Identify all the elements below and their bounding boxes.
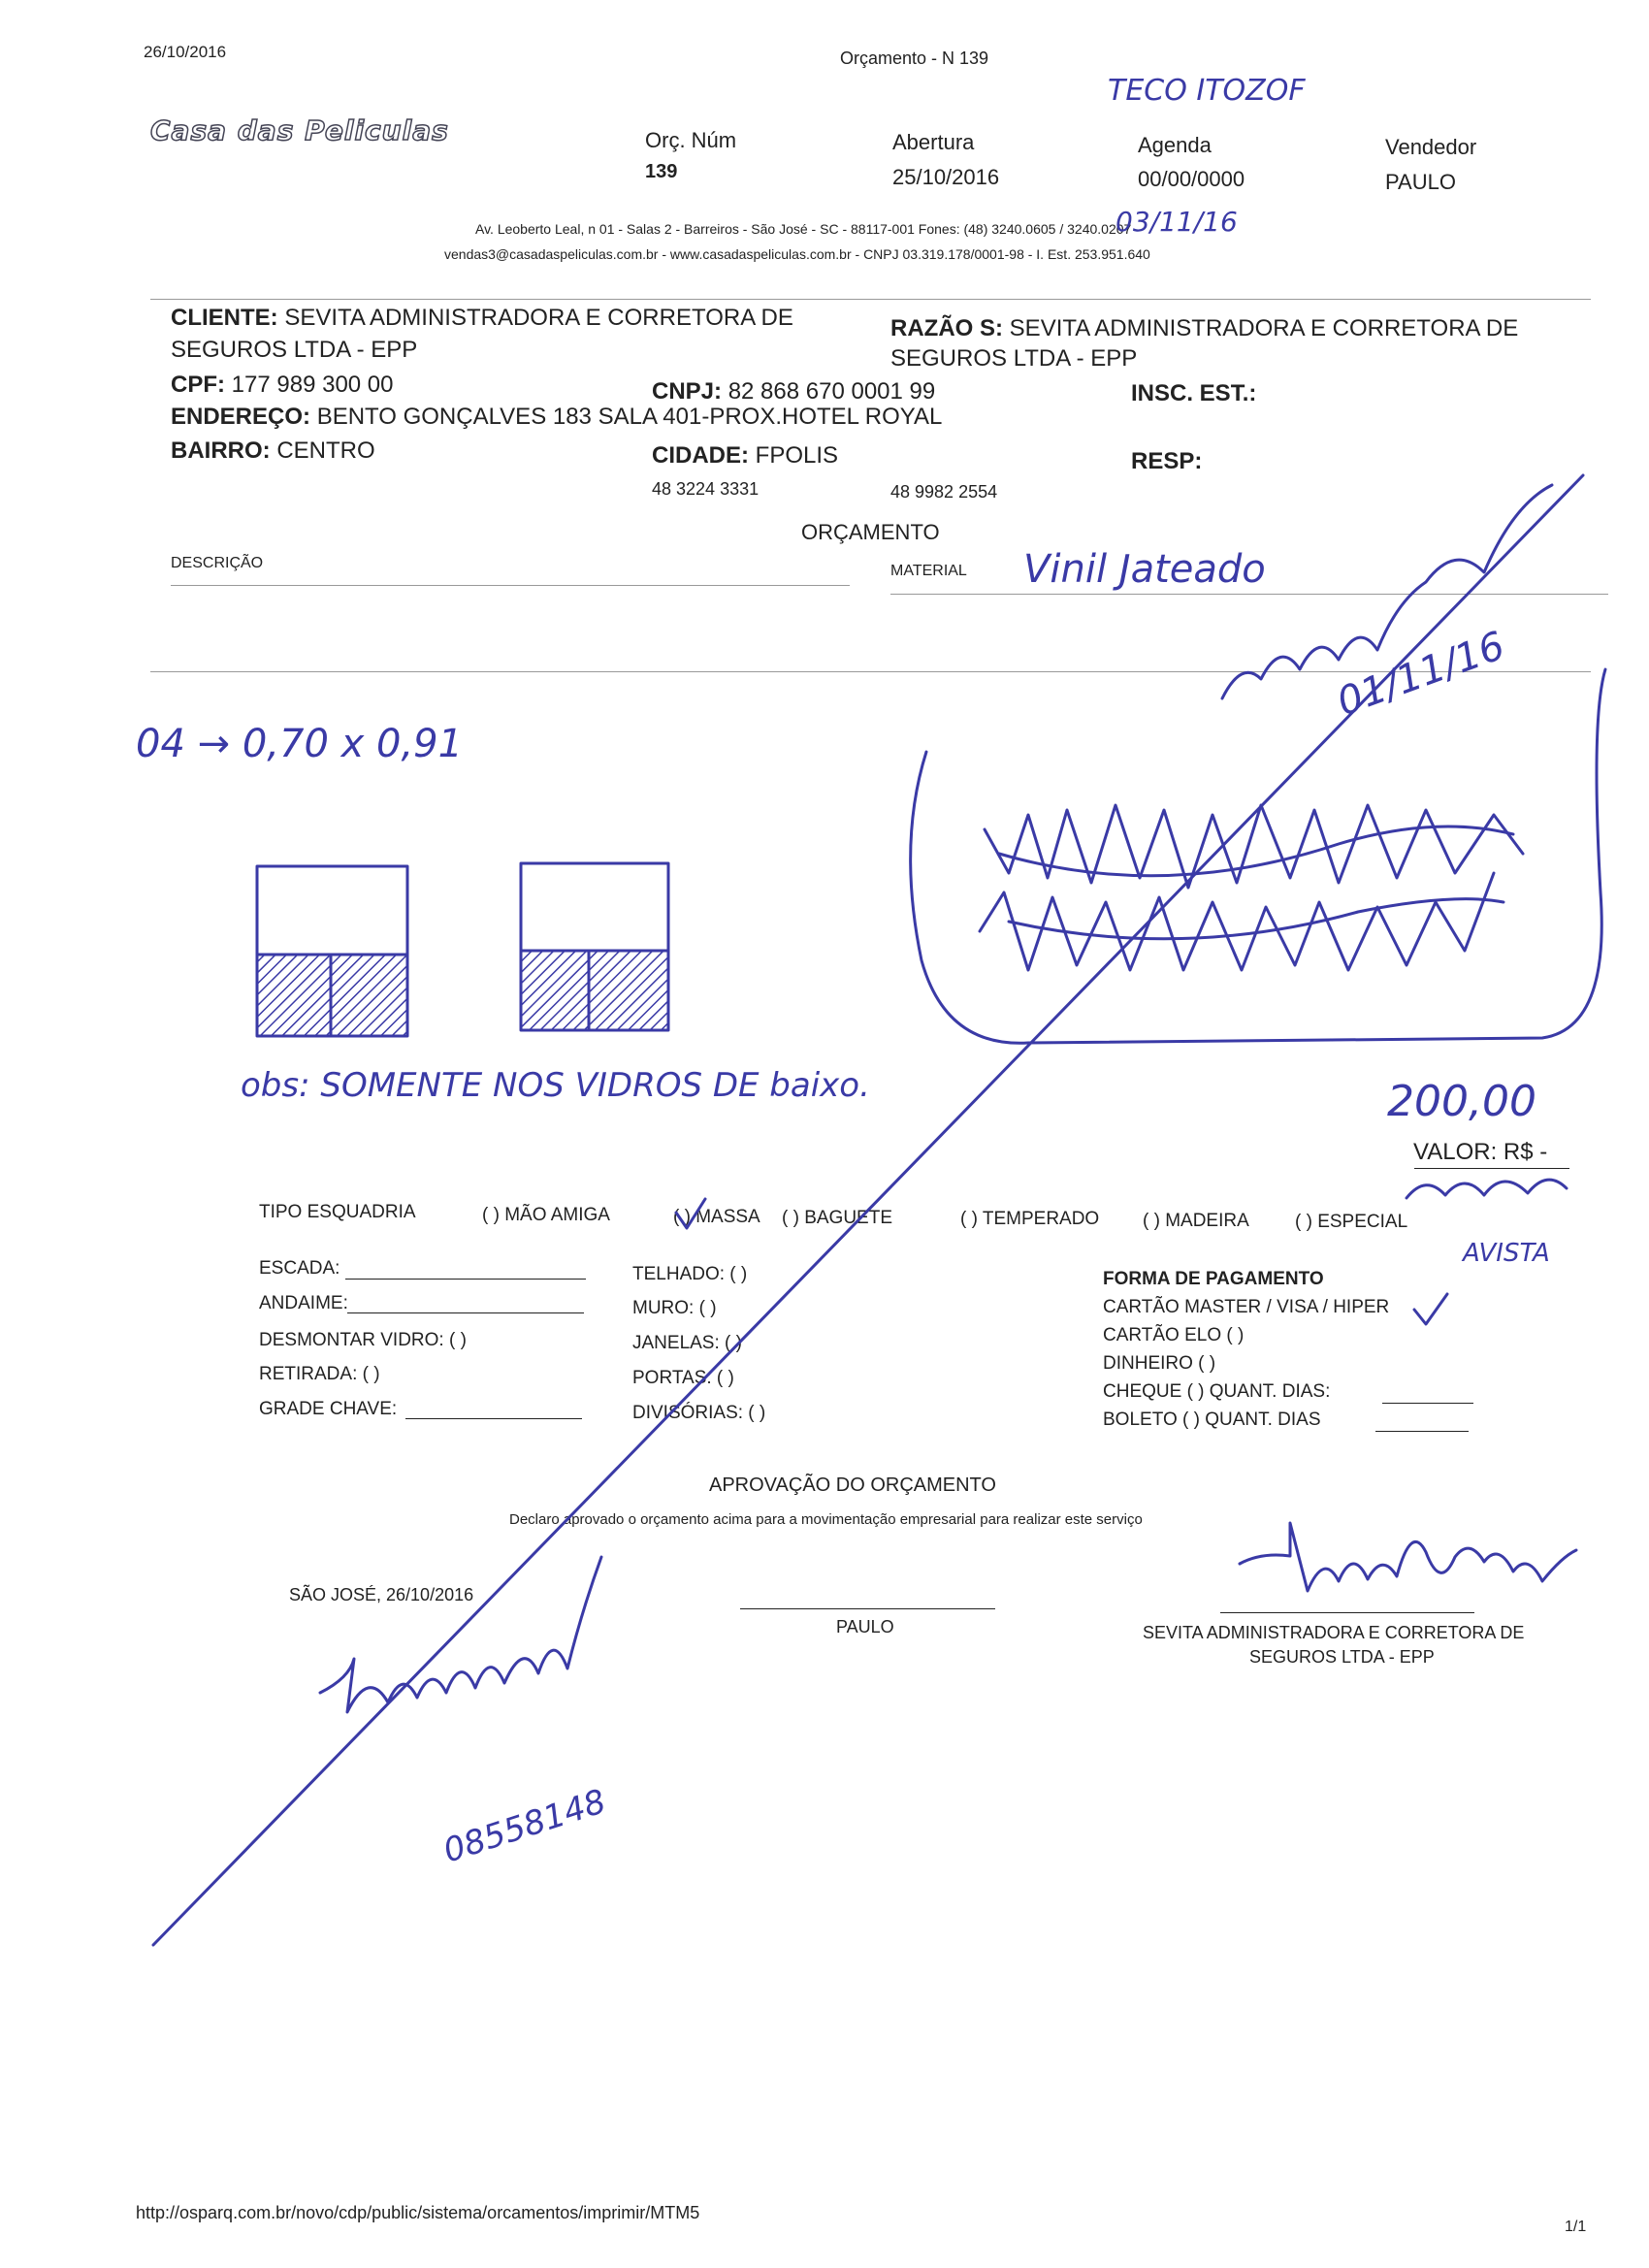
descricao-label: DESCRIÇÃO bbox=[171, 555, 264, 571]
resp-label: RESP: bbox=[1131, 448, 1203, 474]
handwritten-amount: 200,00 bbox=[1387, 1077, 1536, 1126]
approval-seller: PAULO bbox=[836, 1617, 894, 1636]
endereco-label: ENDEREÇO: bbox=[171, 404, 311, 430]
payment-master[interactable]: CARTÃO MASTER / VISA / HIPER bbox=[1103, 1297, 1390, 1317]
option-madeira[interactable]: ( ) MADEIRA bbox=[1143, 1211, 1249, 1231]
orc-num-value: 139 bbox=[645, 161, 678, 182]
vendedor-value: PAULO bbox=[1385, 170, 1456, 194]
telhado-label[interactable]: TELHADO: ( ) bbox=[632, 1264, 748, 1284]
razao-label: RAZÃO S: bbox=[890, 315, 1003, 341]
option-temperado[interactable]: ( ) TEMPERADO bbox=[960, 1209, 1100, 1229]
massa-checkmark bbox=[676, 1199, 705, 1228]
cliente-value-2: SEGUROS LTDA - EPP bbox=[171, 337, 418, 363]
orcamento-heading: ORÇAMENTO bbox=[801, 520, 940, 544]
client-signature bbox=[1240, 1523, 1576, 1591]
cidade-value: FPOLIS bbox=[755, 442, 839, 469]
endereco-value: BENTO GONÇALVES 183 SALA 401-PROX.HOTEL ROYAL bbox=[316, 404, 943, 430]
janelas-label[interactable]: JANELAS: ( ) bbox=[632, 1333, 742, 1353]
master-checkmark bbox=[1414, 1294, 1447, 1324]
abertura-value: 25/10/2016 bbox=[892, 165, 1000, 189]
approval-declaration: Declaro aprovado o orçamento acima para a movimentação empresarial para realizar este serviço bbox=[509, 1511, 1143, 1528]
razao-value-1: SEVITA ADMINISTRADORA E CORRETORA DE bbox=[1009, 315, 1519, 341]
razao-value-2: SEGUROS LTDA - EPP bbox=[890, 345, 1138, 372]
option-massa[interactable]: ( ) MASSA bbox=[673, 1207, 760, 1227]
handwritten-valor-scribble bbox=[1406, 1180, 1567, 1198]
option-especial[interactable]: ( ) ESPECIAL bbox=[1295, 1212, 1408, 1232]
document-title: Orçamento - N 139 bbox=[840, 49, 989, 68]
cidade-label: CIDADE: bbox=[652, 442, 749, 469]
bairro-label: BAIRRO: bbox=[171, 437, 271, 464]
handwritten-material: Vinil Jateado bbox=[1023, 547, 1266, 592]
payment-elo[interactable]: CARTÃO ELO ( ) bbox=[1103, 1325, 1245, 1345]
cliente-value-1: SEVITA ADMINISTRADORA E CORRETORA DE bbox=[284, 305, 793, 331]
cnpj-label: CNPJ: bbox=[652, 378, 723, 405]
approval-company-2: SEGUROS LTDA - EPP bbox=[1249, 1647, 1435, 1667]
bairro-value: CENTRO bbox=[276, 437, 375, 464]
print-date: 26/10/2016 bbox=[144, 43, 227, 61]
approval-heading: APROVAÇÃO DO ORÇAMENTO bbox=[709, 1474, 996, 1496]
footer-url[interactable]: http://osparq.com.br/novo/cdp/public/sistema/orcamentos/imprimir/MTM5 bbox=[136, 2203, 700, 2222]
handwritten-measure: 04 → 0,70 x 0,91 bbox=[136, 722, 464, 766]
desmontar-label[interactable]: DESMONTAR VIDRO: ( ) bbox=[259, 1330, 467, 1350]
portas-label[interactable]: PORTAS: ( ) bbox=[632, 1368, 734, 1388]
handwritten-agenda-date: 03/11/16 bbox=[1116, 206, 1238, 238]
valor-label: VALOR: R$ - bbox=[1413, 1139, 1548, 1165]
cpf-value: 177 989 300 00 bbox=[231, 372, 394, 398]
abertura-label: Abertura bbox=[892, 130, 975, 154]
approval-place-date: SÃO JOSÉ, 26/10/2016 bbox=[289, 1585, 474, 1604]
vendedor-label: Vendedor bbox=[1385, 135, 1477, 159]
agenda-value: 00/00/0000 bbox=[1138, 167, 1245, 191]
handwritten-number: 08558148 bbox=[438, 1782, 611, 1871]
diagonal-cancel-line bbox=[153, 475, 1583, 1945]
andaime-label: ANDAIME: bbox=[259, 1293, 348, 1313]
option-mao-amiga[interactable]: ( ) MÃO AMIGA bbox=[482, 1205, 610, 1225]
muro-label[interactable]: MURO: ( ) bbox=[632, 1298, 717, 1318]
payment-heading: FORMA DE PAGAMENTO bbox=[1103, 1269, 1324, 1289]
payment-boleto[interactable]: BOLETO ( ) QUANT. DIAS bbox=[1103, 1409, 1321, 1430]
approval-company-1: SEVITA ADMINISTRADORA E CORRETORA DE bbox=[1143, 1623, 1525, 1642]
payment-cheque[interactable]: CHEQUE ( ) QUANT. DIAS: bbox=[1103, 1381, 1331, 1402]
material-label: MATERIAL bbox=[890, 563, 967, 579]
phone-2: 48 9982 2554 bbox=[890, 482, 998, 502]
window-sketch-right bbox=[521, 863, 668, 1030]
company-logo: Casa das Peliculas bbox=[150, 114, 449, 146]
handwritten-obs: obs: SOMENTE NOS VIDROS DE baixo. bbox=[241, 1066, 870, 1105]
escada-label: ESCADA: bbox=[259, 1258, 340, 1279]
cpf-label: CPF: bbox=[171, 372, 225, 398]
divisorias-label[interactable]: DIVISÓRIAS: ( ) bbox=[632, 1403, 766, 1423]
cliente-label: CLIENTE: bbox=[171, 305, 278, 331]
scribbled-out-area bbox=[911, 669, 1605, 1043]
footer-page: 1/1 bbox=[1565, 2219, 1587, 2235]
company-contact: vendas3@casadaspeliculas.com.br - www.casadaspeliculas.com.br - CNPJ 03.319.178/0001-98 - I. Est. 253.951.640 bbox=[444, 246, 1150, 262]
agenda-label: Agenda bbox=[1138, 133, 1212, 157]
payment-dinheiro[interactable]: DINHEIRO ( ) bbox=[1103, 1353, 1216, 1374]
insc-label: INSC. EST.: bbox=[1131, 380, 1257, 406]
esquadria-label: TIPO ESQUADRIA bbox=[259, 1202, 416, 1222]
company-address: Av. Leoberto Leal, n 01 - Salas 2 - Barreiros - São José - SC - 88117-001 Fones: (48) 3240.0605 / 3240.0207 bbox=[475, 221, 1132, 237]
handwritten-material-date: 01/11/16 bbox=[1331, 623, 1511, 726]
grade-label: GRADE CHAVE: bbox=[259, 1399, 398, 1419]
option-baguete[interactable]: ( ) BAGUETE bbox=[782, 1208, 893, 1228]
handwritten-top-note: TECO ITOZOF bbox=[1108, 74, 1306, 108]
orc-num-label: Orç. Núm bbox=[645, 128, 737, 152]
cnpj-value: 82 868 670 0001 99 bbox=[728, 378, 936, 405]
window-sketch-left bbox=[257, 866, 407, 1036]
phone-1: 48 3224 3331 bbox=[652, 479, 760, 499]
retirada-label[interactable]: RETIRADA: ( ) bbox=[259, 1364, 380, 1384]
handwritten-avista: AVISTA bbox=[1463, 1239, 1550, 1268]
approval-signature bbox=[320, 1557, 601, 1712]
